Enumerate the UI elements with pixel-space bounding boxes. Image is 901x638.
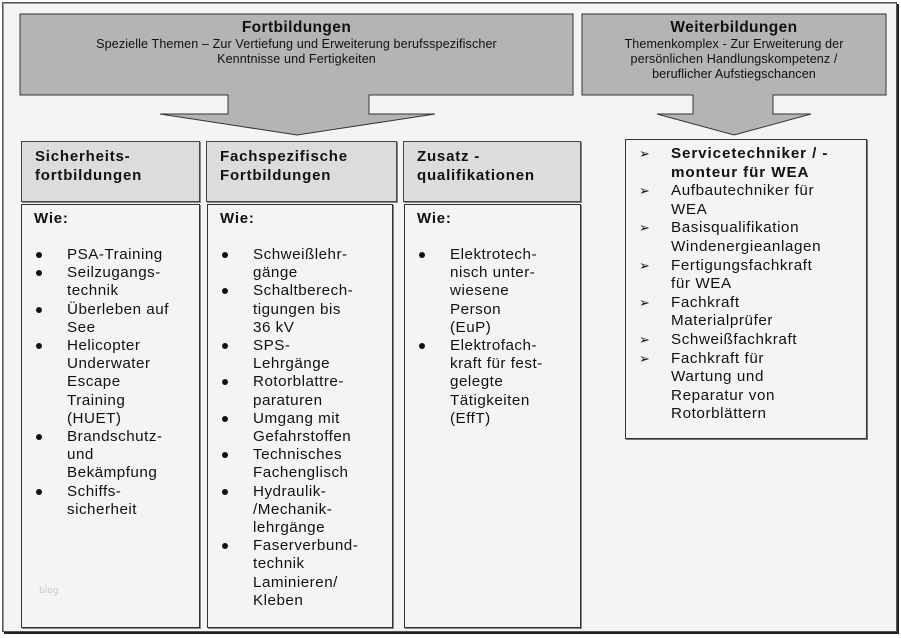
arrow-bullet-icon: ➢ <box>639 331 651 347</box>
bullet-dot-icon <box>36 270 42 276</box>
fortbildungen-box <box>20 19 573 67</box>
list-item-line: Elektrotech- <box>450 246 538 263</box>
bullet-dot-icon <box>419 343 425 349</box>
list-item-line: Fachenglisch <box>253 464 349 482</box>
list-item-line: lehrgänge <box>253 519 326 537</box>
list-item <box>34 246 199 264</box>
category-header-line: Fachspezifische <box>220 148 348 165</box>
fortbildungen-subtitle-1: Spezielle Themen – Zur Vertiefung und Erweiterung berufsspezifischer <box>96 37 497 51</box>
list-item-line: Aufbautechniker für <box>671 182 815 200</box>
list-item <box>34 428 199 483</box>
bullet-list <box>417 246 580 428</box>
list-item-line: Lehrgänge <box>253 355 331 373</box>
list-item <box>220 483 392 538</box>
list-item-line: SPS- <box>253 337 291 355</box>
list-item-line: Schweißfachkraft <box>671 330 798 348</box>
arrow-bullet-icon: ➢ <box>639 294 651 310</box>
list-item-line: Rotorblattre- <box>253 373 344 391</box>
list-item-line: Bekämpfung <box>67 464 158 482</box>
list-item-line: wiesene <box>450 282 510 300</box>
list-item-line: Elektrofach- <box>450 337 538 355</box>
list-item <box>220 373 392 409</box>
wie-label: Wie: <box>417 210 452 227</box>
list-item-line: für WEA <box>671 275 732 293</box>
list-item-line: Helicopter <box>67 337 141 355</box>
list-item-line: 36 kV <box>253 318 295 336</box>
list-item-line: Gefahrstoffen <box>253 428 352 446</box>
list-item-line: Windenergieanlagen <box>671 237 822 255</box>
list-item-line: Basisqualifikation <box>671 219 800 237</box>
category-header-sicherheit <box>21 141 200 202</box>
list-item-line: und <box>67 446 94 464</box>
list-item-line: Fachkraft für <box>671 349 765 367</box>
list-item-line: WEA <box>671 200 708 218</box>
bullet-dot-icon <box>222 288 228 294</box>
list-item-line: Person <box>450 300 502 318</box>
bullet-dot-icon <box>222 489 228 495</box>
list-item <box>34 301 199 337</box>
weiterbildungen-subtitle-2: persönlichen Handlungskompetenz / <box>630 52 838 66</box>
list-item-line: (EffT) <box>450 409 491 427</box>
list-item-line: (HUET) <box>67 409 122 427</box>
list-item-line: Materialprüfer <box>671 312 774 330</box>
list-item <box>639 350 866 424</box>
category-header-line: Sicherheits- <box>35 148 131 165</box>
arrow-bullet-icon: ➢ <box>639 146 651 161</box>
list-item-line: Escape <box>67 373 121 391</box>
bullet-dot-icon <box>222 452 228 458</box>
bullet-list <box>34 246 199 519</box>
weiterbildungen-list-box <box>625 139 867 439</box>
bullet-dot-icon <box>222 379 228 385</box>
list-item-line: Rotorblättern <box>671 405 767 423</box>
list-item-line: Brandschutz- <box>67 428 163 446</box>
list-item-line: Training <box>67 391 126 409</box>
fortbildungen-subtitle-2: Kenntnisse und Fertigkeiten <box>217 52 376 66</box>
arrow-bullet-icon: ➢ <box>639 257 651 273</box>
list-item-line: Underwater <box>67 355 151 373</box>
bullet-dot-icon <box>36 307 42 313</box>
list-item <box>220 337 392 373</box>
bullet-dot-icon <box>222 343 228 349</box>
category-header-line: Fortbildungen <box>220 167 332 184</box>
list-item-line: PSA-Training <box>67 246 163 263</box>
list-item-line: /Mechanik- <box>253 500 333 518</box>
list-item-line: technik <box>67 282 119 300</box>
content-box-sicherheit <box>21 204 200 628</box>
list-item-line: sicherheit <box>67 500 137 518</box>
bullet-dot-icon <box>222 252 228 258</box>
arrow-bullet-icon: ➢ <box>639 220 651 236</box>
list-item-line: Servicetechniker / - <box>671 145 829 162</box>
list-item-line: Überleben auf <box>67 300 169 318</box>
list-item-line: Laminieren/ <box>253 573 338 591</box>
wie-label: Wie: <box>34 210 69 227</box>
content-box-fachspezifisch <box>207 204 393 628</box>
weiterbildungen-subtitle-3: beruflicher Aufstiegschancen <box>652 67 816 81</box>
arrow-bullet-icon: ➢ <box>639 183 651 199</box>
list-item-line: Umgang mit <box>253 409 340 427</box>
category-header-line: fortbildungen <box>35 167 143 184</box>
list-item <box>34 337 199 428</box>
category-header-line: Zusatz - <box>417 148 481 165</box>
list-item-line: Kleben <box>253 591 304 609</box>
list-item <box>34 264 199 300</box>
list-item-line: nisch unter- <box>450 264 536 282</box>
list-item-line: kraft für fest- <box>450 355 543 373</box>
arrow-bullet-list <box>639 145 866 424</box>
list-item-line: Schweißlehr- <box>253 246 348 263</box>
list-item <box>639 145 866 182</box>
bullet-dot-icon <box>419 252 425 258</box>
weiterbildungen-box <box>582 19 886 82</box>
list-item-line: paraturen <box>253 391 323 409</box>
bullet-list <box>220 246 392 610</box>
list-item <box>220 410 392 446</box>
category-header-zusatz <box>403 141 581 202</box>
fortbildungen-title: Fortbildungen <box>241 19 352 36</box>
list-item-line: Schaltberech- <box>253 282 354 300</box>
list-item-line: Technisches <box>253 446 343 464</box>
list-item-line: Seilzugangs- <box>67 264 161 282</box>
watermark-text: blog <box>39 586 59 596</box>
list-item-line: Fachkraft <box>671 293 740 311</box>
bullet-dot-icon <box>36 343 42 349</box>
bullet-dot-icon <box>222 416 228 422</box>
list-item <box>220 282 392 337</box>
list-item <box>220 446 392 482</box>
list-item-line: Schiffs- <box>67 482 122 500</box>
bullet-dot-icon <box>222 543 228 549</box>
list-item-line: technik <box>253 555 305 573</box>
list-item-line: (EuP) <box>450 318 492 336</box>
list-item-line: Tätigkeiten <box>450 391 530 409</box>
list-item-line: gänge <box>253 264 298 282</box>
list-item-line: Hydraulik- <box>253 482 327 500</box>
list-item <box>639 294 866 331</box>
list-item-line: monteur für WEA <box>671 163 810 181</box>
bullet-dot-icon <box>36 489 42 495</box>
list-item <box>639 219 866 256</box>
list-item-line: Faserverbund- <box>253 537 359 555</box>
category-header-line: qualifikationen <box>417 167 535 184</box>
bullet-dot-icon <box>36 252 42 258</box>
weiterbildungen-subtitle-1: Themenkomplex - Zur Erweiterung der <box>624 37 844 51</box>
category-header-fachspezifisch <box>206 141 397 202</box>
content-box-zusatz <box>404 204 581 628</box>
list-item-line: Wartung und <box>671 368 764 386</box>
list-item <box>417 246 580 337</box>
list-item <box>220 537 392 610</box>
list-item-line: Reparatur von <box>671 386 776 404</box>
bullet-dot-icon <box>36 434 42 440</box>
list-item <box>639 182 866 219</box>
wie-label: Wie: <box>220 210 255 227</box>
weiterbildungen-title: Weiterbildungen <box>670 19 798 36</box>
list-item <box>417 337 580 428</box>
list-item <box>639 331 866 350</box>
list-item <box>34 483 199 519</box>
list-item <box>220 246 392 282</box>
arrow-bullet-icon: ➢ <box>639 350 651 366</box>
list-item-line: gelegte <box>450 373 504 391</box>
list-item-line: tigungen bis <box>253 300 341 318</box>
list-item-line: See <box>67 318 96 336</box>
list-item <box>639 257 866 294</box>
list-item-line: Fertigungsfachkraft <box>671 256 813 274</box>
